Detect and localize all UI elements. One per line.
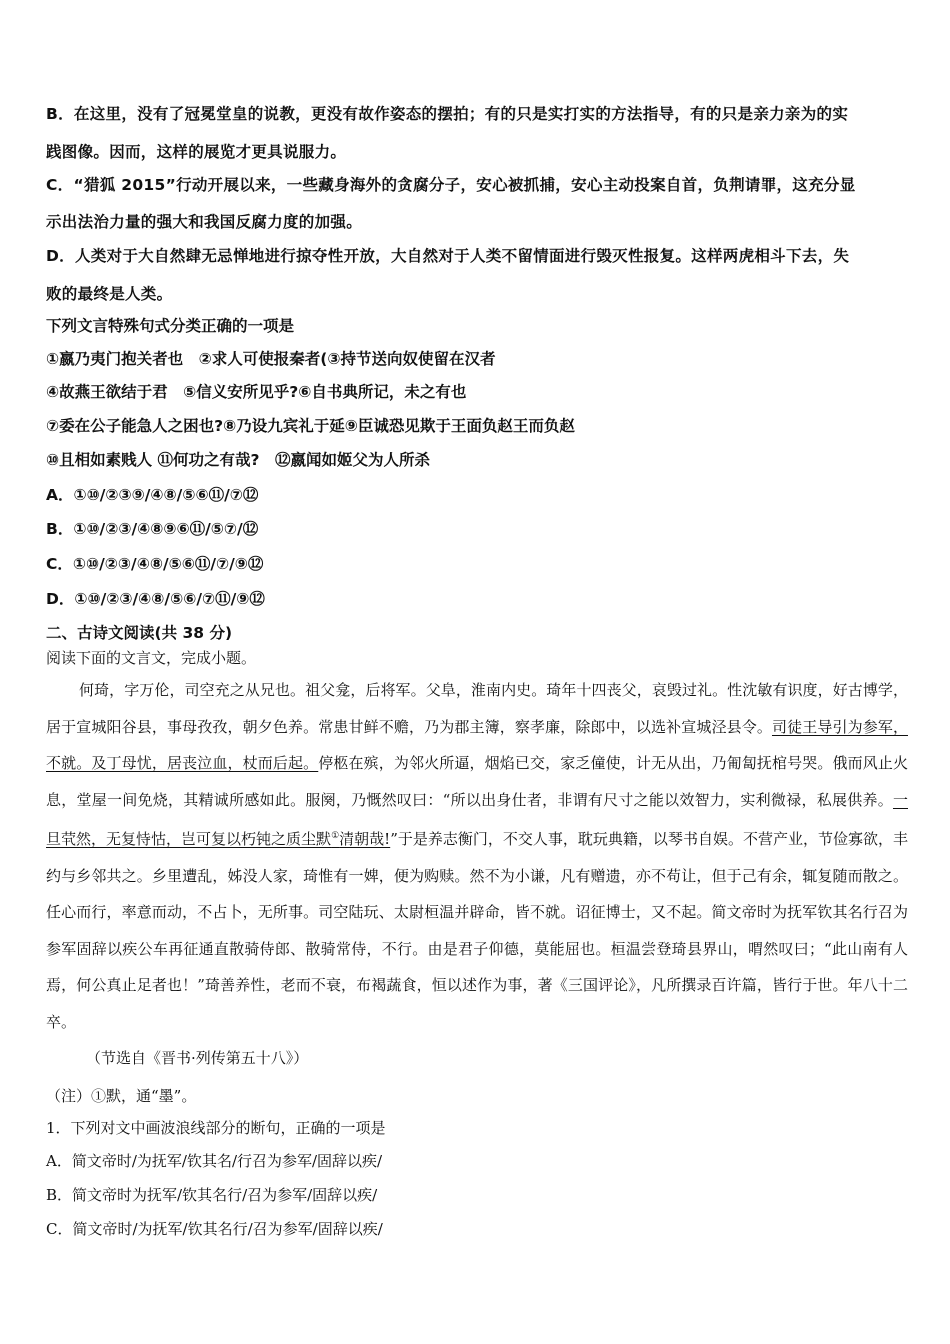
sentence-list-line2: ④故燕王欲结于君 ⑤信义安所见乎?⑥自书典所记，未之有也 bbox=[46, 383, 467, 401]
footnote-marker: ① bbox=[331, 831, 340, 841]
reading-instruction: 阅读下面的文言文，完成小题。 bbox=[46, 649, 257, 667]
underlined-sentence: 一旦茕然，无复恃怙，岂可复以朽钝之质尘默①清朝哉! bbox=[46, 790, 908, 848]
answer-option-c: C．①⑩/②③/④⑧/⑤⑥⑪/⑦/⑨⑫ bbox=[46, 555, 264, 573]
underlined-sentence: 司徒王导引为参军，不就。及丁母忧，居丧泣血，杖而后起。 bbox=[46, 717, 908, 772]
classical-passage bbox=[46, 672, 908, 1077]
option-d-line1: D．人类对于大自然肆无忌惮地进行掠夺性开放，大自然对于人类不留情面进行毁灭性报复。这样两虎相斗下去，失 bbox=[46, 247, 850, 265]
sentence-list-line3: ⑦委在公子能急人之困也?⑧乃设九宾礼于延⑨臣诚恐见欺于王面负赵王而负赵 bbox=[46, 417, 575, 435]
question-1-option-c: C．简文帝时/为抚军/钦其名行/召为参军/固辞以疾/ bbox=[46, 1220, 383, 1238]
option-c-line2: 示出法治力量的强大和我国反腐力度的加强。 bbox=[46, 213, 363, 231]
question-1-option-a: A．简文帝时/为抚军/钦其名/行召为参军/固辞以疾/ bbox=[46, 1152, 383, 1170]
passage-source: （节选自《晋书·列传第五十八》） bbox=[86, 1049, 309, 1067]
wavy-underlined-segment: 简文帝时为抚军钦其名行召为参军固辞以疾公车再征通直散骑侍郎、散骑常侍，不行。 bbox=[46, 903, 908, 958]
question-1: 1．下列对文中画波浪线部分的断句，正确的一项是 bbox=[46, 1119, 386, 1137]
option-c-line1: C．“猎狐 2015”行动开展以来，一些藏身海外的贪腐分子，安心被抓捕，安心主动投案自首，负荆请罪，这充分显 bbox=[46, 176, 856, 194]
question-1-option-b: B．简文帝时为抚军/钦其名行/召为参军/固辞以疾/ bbox=[46, 1186, 378, 1204]
answer-option-d: D．①⑩/②③/④⑧/⑤⑥/⑦⑪/⑨⑫ bbox=[46, 590, 265, 608]
option-b-line2: 践图像。因而，这样的展览才更具说服力。 bbox=[46, 143, 347, 161]
passage-note: （注）①默，通“墨”。 bbox=[46, 1087, 197, 1105]
section-title: 二、古诗文阅读(共 38 分) bbox=[46, 624, 233, 642]
option-d-line2: 败的最终是人类。 bbox=[46, 285, 173, 303]
option-b-line1: B．在这里，没有了冠冕堂皇的说教，更没有故作姿态的摆拍；有的只是实打实的方法指导，有的只是亲力亲为的实 bbox=[46, 105, 849, 123]
passage-paragraph: 何琦，字万伦，司空充之从兄也。祖父龛，后将军。父阜，淮南内史。琦年十四丧父，哀毁过礼。性沈敏有识度，好古博学，居于宣城阳谷县，事母孜孜，朝夕色养。常患甘鲜不赡，乃为郡主簿，察孝廉，除郎中，以选补宣城泾县令。司徒王导引为参军，不就。及丁母忧，居丧泣血，杖而后起。停柩在殡，为邻火所逼，烟焰已交，家乏僮使，计无从出，乃匍匐抚棺号哭。俄而风止火息，堂屋一间免烧，其精诚所感如此。服阕，乃慨然叹曰：“所以出身仕者，非谓有尺寸之能以效智力，实利微禄，私展供养。一旦茕然，无复恃怙，岂可复以朽钝之质尘默①清朝哉!”于是养志衡门，不交人事，耽玩典籍，以琴书自娱。不营产业，节俭寡欲，丰约与乡邻共之。乡里遭乱，姊没人家，琦惟有一婢，便为购赎。然不为小谦，凡有赠遗，亦不苟让，但于己有余，辄复随而散之。任心而行，率意而动，不占卜，无所事。司空陆玩、太尉桓温并辟命，皆不就。诏征博士，又不起。简文帝时为抚军钦其名行召为参军固辞以疾公车再征通直散骑侍郎、散骑常侍，不行。由是君子仰德，莫能屈也。桓温尝登琦县界山，喟然叹曰；“此山南有人焉，何公真止足者也！”琦善养性，老而不衰，布褐蔬食，恒以述作为事，著《三国评论》，凡所撰录百许篇，皆行于世。年八十二卒。 bbox=[46, 681, 908, 1031]
question-sentence-types: 下列文言特殊句式分类正确的一项是 bbox=[46, 317, 295, 335]
answer-option-a: A．①⑩/②③⑨/④⑧/⑤⑥⑪/⑦⑫ bbox=[46, 486, 259, 504]
sentence-list-line1: ①嬴乃夷门抱关者也 ②求人可使报秦者(③持节送向奴使留在汉者 bbox=[46, 350, 496, 368]
answer-option-b: B．①⑩/②③/④⑧⑨⑥⑪/⑤⑦/⑫ bbox=[46, 520, 259, 538]
sentence-list-line4: ⑩且相如素贱人 ⑪何功之有哉? ⑫嬴闻如姬父为人所杀 bbox=[46, 451, 431, 469]
